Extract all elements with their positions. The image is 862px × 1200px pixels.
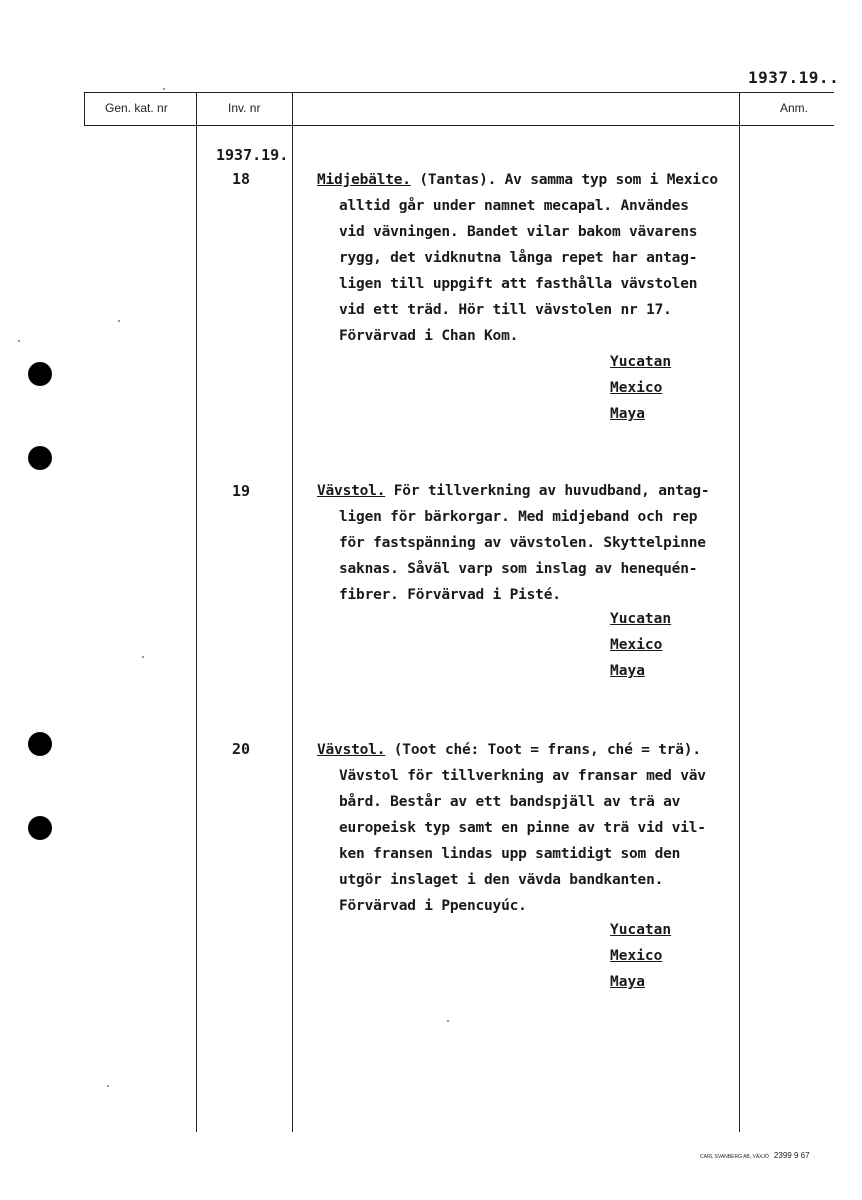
place-country: Mexico [610, 637, 663, 653]
entry-line: europeisk typ samt en pinne av trä vid vil- [339, 820, 706, 836]
punch-hole [28, 362, 52, 386]
punch-hole [28, 446, 52, 470]
entry-place-stack [610, 917, 671, 995]
entry-line: alltid går under namnet mecapal. Användes [339, 198, 689, 214]
paper-speck [142, 656, 144, 658]
entry-line: rygg, det vidknutna långa repet har antag- [339, 250, 698, 266]
entry-title: Vävstol. [317, 483, 386, 499]
entry-line: vid ett träd. Hör till vävstolen nr 17. [339, 302, 672, 318]
entry-line: Förvärvad i Chan Kom. [339, 328, 519, 344]
paper-speck [18, 340, 20, 342]
entry-line: (Tantas). Av samma typ som i Mexico [410, 172, 718, 188]
punch-hole [28, 732, 52, 756]
place-country: Mexico [610, 948, 663, 964]
printer-name: CARL SVANBERG AB, VÄXJÖ [700, 1154, 769, 1160]
entry-description [317, 167, 757, 349]
entry-place-stack [610, 606, 671, 684]
printer-imprint [700, 1151, 810, 1160]
entry-line: (Toot ché: Toot = frans, ché = trä). [385, 742, 701, 758]
entry-line: saknas. Såväl varp som inslag av henequén- [339, 561, 698, 577]
entry-line: Vävstol för tillverkning av fransar med väv [339, 768, 706, 784]
punch-hole [28, 816, 52, 840]
paper-speck [447, 1020, 449, 1022]
entry-line: ken fransen lindas upp samtidigt som den [339, 846, 681, 862]
entry-place-stack [610, 349, 671, 427]
place-people: Maya [610, 663, 645, 679]
entry-line: för fastspänning av vävstolen. Skyttelpinne [339, 535, 706, 551]
entry-line: utgör inslaget i den vävda bandkanten. [339, 872, 664, 888]
catalog-reference: 1937.19.. [748, 68, 840, 87]
column-header-anm: Anm. [780, 101, 809, 115]
inventory-year-label: 1937.19. [216, 146, 289, 164]
entry-line: bård. Består av ett bandspjäll av trä av [339, 794, 681, 810]
place-people: Maya [610, 406, 645, 422]
paper-speck [163, 88, 165, 90]
place-region: Yucatan [610, 922, 672, 938]
paper-speck [107, 1085, 109, 1087]
entry-line: ligen för bärkorgar. Med midjeband och rep [339, 509, 698, 525]
entry-line: fibrer. Förvärvad i Pisté. [339, 587, 561, 603]
column-header-gen-kat-nr: Gen. kat. nr [105, 101, 168, 115]
place-region: Yucatan [610, 611, 672, 627]
entry-description [317, 478, 757, 608]
entry-description [317, 737, 757, 919]
entry-line: ligen till uppgift att fasthålla vävstolen [339, 276, 698, 292]
place-people: Maya [610, 974, 645, 990]
column-divider-gen-inv [196, 92, 197, 1132]
place-region: Yucatan [610, 354, 672, 370]
entry-line: vid vävningen. Bandet vilar bakom vävarens [339, 224, 698, 240]
entry-number: 19 [232, 482, 251, 500]
entry-number: 18 [232, 170, 251, 188]
entry-line: Förvärvad i Ppencuyúc. [339, 898, 527, 914]
column-divider-inv-text [292, 92, 293, 1132]
entry-title: Midjebälte. [317, 172, 411, 188]
entry-line: För tillverkning av huvudband, antag- [385, 483, 710, 499]
table-left-edge [84, 92, 85, 126]
place-country: Mexico [610, 380, 663, 396]
column-header-inv-nr: Inv. nr [228, 101, 261, 115]
entry-number: 20 [232, 740, 251, 758]
entry-title: Vävstol. [317, 742, 386, 758]
paper-speck [118, 320, 120, 322]
printer-code: 2399 9 67 [773, 1151, 810, 1160]
